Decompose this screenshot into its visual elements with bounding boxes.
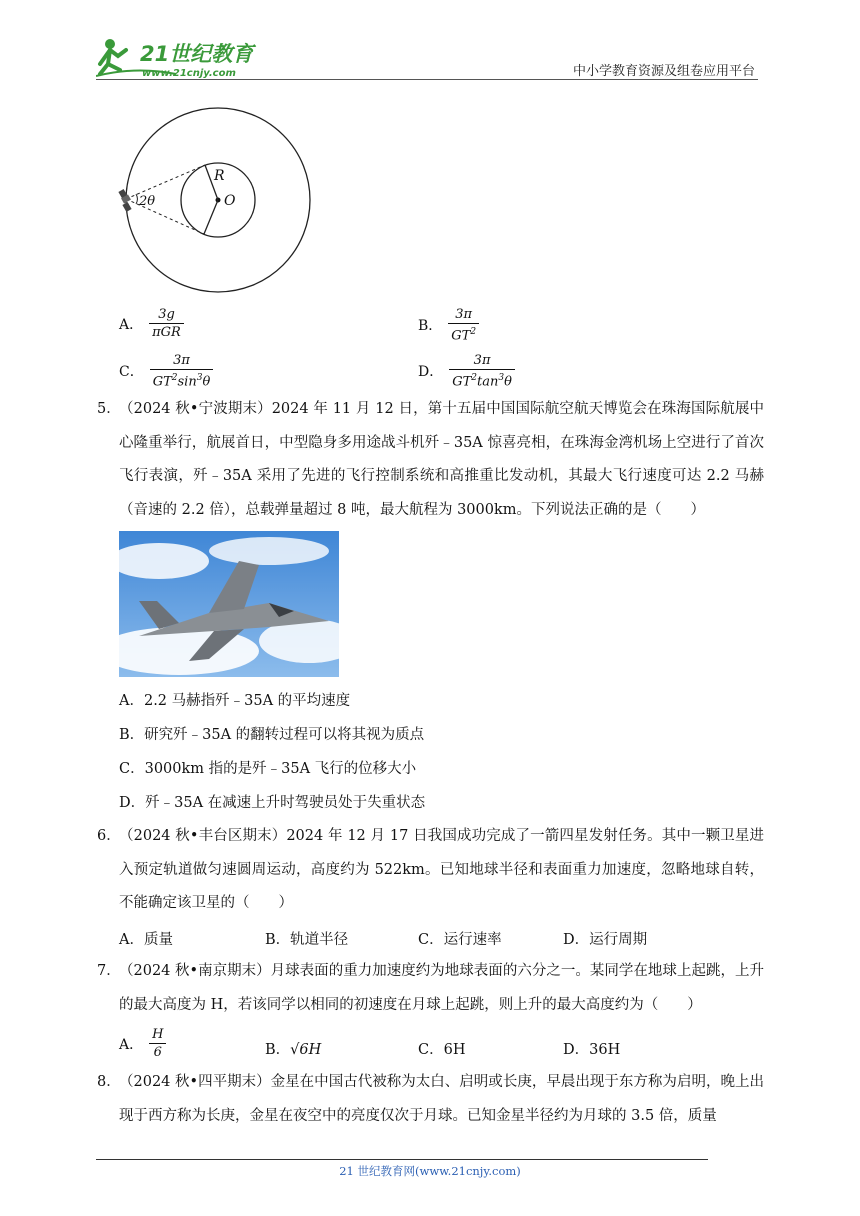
site-logo <box>96 36 266 80</box>
footer-divider <box>96 1159 708 1160</box>
label-R: R <box>214 168 225 184</box>
logo-url-text: www.21cnjy.com <box>142 68 236 79</box>
q5-option-b[interactable]: B．研究歼﹣35A 的翻转过程可以将其视为质点 <box>119 727 425 743</box>
fraction: $\frac{3\pi}{GT^2}$ <box>448 306 479 344</box>
question-text: （2024 秋•四平期末）金星在中国古代被称为太白、启明或长庚，早晨出现于东方称为启明，晚上出现于西方称为长庚，金星在夜空中的亮度仅次于月球。已知金星半径约为月球的 3.5 倍，质量 <box>119 1074 764 1124</box>
fraction: $\frac{H}{6}$ <box>149 1026 166 1061</box>
question-number: 8． <box>97 1074 121 1090</box>
question-text: （2024 秋•南京期末）月球表面的重力加速度约为地球表面的六分之一。某同学在地球上起跳，上升的最大高度为 H，若该同学以相同的初速度在月球上起跳，则上升的最大高度约为（ ） <box>119 963 764 1013</box>
logo-main-text: 21世纪教育 <box>140 42 254 66</box>
header-platform-text: 中小学教育资源及组卷应用平台 <box>572 64 755 79</box>
q6-option-d[interactable]: D．运行周期 <box>563 932 648 948</box>
q4-option-a[interactable]: A． $\frac{3g}{\text{πGR}}$ <box>119 306 184 341</box>
satellite-icon <box>118 189 131 212</box>
q5-option-c[interactable]: C．3000km 指的是歼﹣35A 飞行的位移大小 <box>119 761 417 777</box>
question-number: 7． <box>97 963 121 979</box>
fraction: $\frac{3\pi}{GT^2\sin^3\theta}$ <box>150 352 214 390</box>
q6-option-a[interactable]: A．质量 <box>119 932 173 948</box>
question-text: （2024 秋•宁波期末）2024 年 11 月 12 日，第十五届中国国际航空航天博览会在珠海国际航展中心隆重举行，航展首日，中型隐身多用途战斗机歼﹣35A 惊喜亮相，在珠海金湾机场上空进行了首次飞行表演，歼﹣35A 采用了先进的飞行控制系统和高推重比发动机，其最大飞行速度可达 2.2 马赫（音速的 2.2 倍），总载弹量超过 8 吨，最大航程为 3000km。下列说法正确的是（ ） <box>119 401 764 518</box>
label-theta: 2θ <box>139 194 156 209</box>
header-divider <box>96 79 758 80</box>
question-6 <box>97 820 764 921</box>
fraction: $\frac{3\pi}{GT^2\tan^3\theta}$ <box>449 352 515 390</box>
q6-option-c[interactable]: C．运行速率 <box>418 932 502 948</box>
q7-option-d[interactable]: D．36H <box>563 1042 621 1058</box>
q7-option-b[interactable]: B．√6H <box>265 1042 322 1058</box>
orbit-diagram <box>112 104 322 294</box>
footer-link[interactable]: 21 世纪教育网(www.21cnjy.com) <box>339 1164 521 1178</box>
q5-option-d[interactable]: D．歼﹣35A 在减速上升时驾驶员处于失重状态 <box>119 795 426 811</box>
q4-option-c[interactable]: C． $\frac{3\pi}{GT^2\sin^3\theta}$ <box>119 352 213 390</box>
label-O: O <box>224 193 236 209</box>
question-7 <box>97 955 764 1022</box>
tangent-line-lower <box>126 199 204 234</box>
question-number: 5． <box>97 401 121 417</box>
q7-option-a[interactable]: A． $\frac{H}{6}$ <box>119 1026 166 1061</box>
tangent-line-upper <box>126 165 205 199</box>
fraction: $\frac{3g}{\text{πGR}}$ <box>149 306 184 341</box>
fighter-jet-image <box>119 531 339 677</box>
question-5 <box>97 393 764 527</box>
q7-option-c[interactable]: C．6H <box>418 1042 466 1058</box>
question-8 <box>97 1066 764 1133</box>
q4-option-b[interactable]: B． $\frac{3\pi}{GT^2}$ <box>418 306 479 344</box>
q5-option-a[interactable]: A．2.2 马赫指歼﹣35A 的平均速度 <box>119 693 351 709</box>
question-text: （2024 秋•丰台区期末）2024 年 12 月 17 日我国成功完成了一箭四星发射任务。其中一颗卫星进入预定轨道做匀速圆周运动，高度约为 522km。已知地球半径和表面重力加速度，忽略地球自转，不能确定该卫星的（ ） <box>119 828 764 911</box>
q4-option-d[interactable]: D． $\frac{3\pi}{GT^2\tan^3\theta}$ <box>418 352 515 390</box>
radius-line-lower <box>204 200 218 234</box>
q6-option-b[interactable]: B．轨道半径 <box>265 932 349 948</box>
question-number: 6． <box>97 828 121 844</box>
